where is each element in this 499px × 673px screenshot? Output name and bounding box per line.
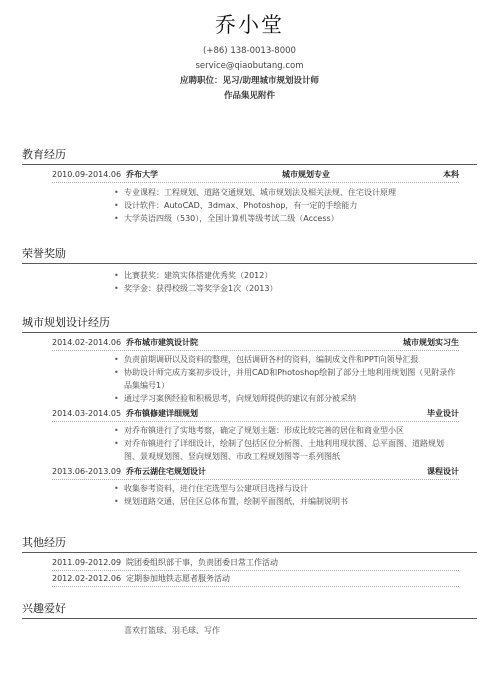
section-divider <box>22 332 477 333</box>
dotted-divider <box>52 182 459 183</box>
list-item: • 专业课程：工程规划、道路交通规划、城市规划法及相关法规、住宅设计原理 <box>114 186 459 199</box>
list-item: • 规划道路交通，居住区总体布置，绘制平面图纸，并编制说明书 <box>114 495 459 508</box>
honors-section <box>0 247 499 295</box>
entry-date: 2011.09-2012.09 <box>52 558 122 567</box>
section-divider <box>22 552 477 553</box>
entry-details <box>0 482 499 508</box>
dotted-divider <box>52 570 459 571</box>
entry-role: 课程设计 <box>427 467 459 476</box>
section-divider <box>22 164 477 165</box>
entry-org: 乔布镇修建详细规划 <box>126 409 198 418</box>
target-position: 应聘职位：见习/助理城市规划设计师 <box>179 76 320 86</box>
work-entry-header <box>0 407 499 421</box>
entry-date: 2013.06-2013.09 <box>52 467 122 476</box>
dotted-divider <box>52 479 459 480</box>
honors-title: 荣誉奖励 <box>22 247 66 260</box>
list-item: • 对乔布镇进行了详细设计，绘制了包括区位分析图、土地利用现状图、总平面图、道路规划图、景观规划图、竖向规划图、市政工程规划图等一系列图纸 <box>114 437 459 463</box>
list-item: • 协助设计师完成方案初步设计，并用CAD和Photoshop绘制了部分土地利用规划图（见附录作品集编号1） <box>114 366 459 392</box>
other-row <box>0 556 499 570</box>
list-item: • 通过学习案例经验和积极思考，向规划师提供的建议有部分被采纳 <box>114 392 459 405</box>
entry-description: 院团委组织部干事，负责团委日常工作活动 <box>126 558 278 567</box>
honors-list <box>0 269 499 295</box>
education-date: 2010.09-2014.06 <box>52 170 122 179</box>
email-address: service@qiaobutang.com <box>195 61 304 71</box>
section-divider <box>22 618 477 619</box>
list-item: • 对乔布镇进行了实地考察，确定了规划主题：形成比较完善的居住和商业型小区 <box>114 424 459 437</box>
phone-number: (+86) 138-0013-8000 <box>203 46 296 56</box>
dotted-divider <box>52 350 459 351</box>
section-divider <box>22 263 477 264</box>
work-entry-header <box>0 465 499 479</box>
dotted-divider <box>52 421 459 422</box>
education-section <box>0 148 499 225</box>
entry-date: 2014.02-2014.06 <box>52 338 122 347</box>
list-item: • 大学英语四级（530），全国计算机等级考试二级（Access） <box>114 212 459 225</box>
list-item: • 奖学金：获得校级二等奖学金1次（2013） <box>114 282 459 295</box>
portfolio-note: 作品集见附件 <box>223 91 275 101</box>
work-entry-header <box>0 336 499 350</box>
education-details <box>0 186 499 225</box>
hobbies-section <box>0 602 499 637</box>
list-item: • 收集参考资料，进行住宅选型与公建项目选择与设计 <box>114 482 459 495</box>
other-row <box>0 572 499 586</box>
entry-org: 乔布云湖住宅规划设计 <box>126 467 206 476</box>
entry-role: 城市规划实习生 <box>403 338 459 347</box>
list-item: • 比赛获奖：建筑实体搭建优秀奖（2012） <box>114 269 459 282</box>
work-section <box>0 316 499 508</box>
entry-role: 毕业设计 <box>427 409 459 418</box>
hobbies-title: 兴趣爱好 <box>22 602 66 615</box>
list-item: • 负责前期调研以及资料的整理，包括调研各村的资料，编制成文件和PPT向领导汇报 <box>114 353 459 366</box>
dotted-divider <box>52 586 459 587</box>
entry-org: 乔布城市建筑设计院 <box>126 338 198 347</box>
entry-date: 2014.03-2014.05 <box>52 409 122 418</box>
degree: 本科 <box>443 170 459 179</box>
other-section <box>0 536 499 587</box>
entry-date: 2012.02-2012.06 <box>52 574 122 583</box>
education-title: 教育经历 <box>22 148 66 161</box>
education-row <box>0 168 499 182</box>
entry-details <box>0 353 499 405</box>
school-name: 乔布大学 <box>126 170 158 179</box>
entry-description: 定期参加地铁志愿者服务活动 <box>126 574 230 583</box>
entry-details <box>0 424 499 463</box>
work-title: 城市规划设计经历 <box>22 316 110 329</box>
other-title: 其他经历 <box>22 536 66 549</box>
candidate-name: 乔小堂 <box>215 13 284 37</box>
resume-header <box>0 0 499 104</box>
hobbies-text: 喜欢打篮球、羽毛球、写作 <box>124 626 220 635</box>
list-item: • 设计软件：AutoCAD、3dmax、Photoshop，有一定的手绘能力 <box>114 199 459 212</box>
major: 城市规划专业 <box>282 170 330 179</box>
